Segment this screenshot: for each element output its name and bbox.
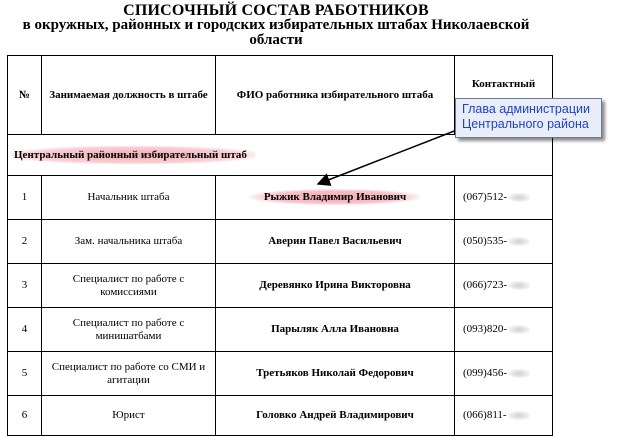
row-name: Аверин Павел Васильевич	[216, 220, 455, 264]
phone-text: (050)535-	[463, 235, 507, 247]
document-title	[0, 3, 552, 48]
row-num: 6	[8, 396, 42, 436]
callout-line-1: Глава администрации	[462, 102, 590, 116]
header-phone: Контактный	[455, 56, 553, 135]
row-phone	[455, 352, 553, 396]
row-num: 2	[8, 220, 42, 264]
header-num: №	[8, 56, 42, 135]
redacted-blur	[508, 193, 530, 202]
phone-text: (099)456-	[463, 367, 507, 379]
group-cell	[8, 135, 553, 176]
group-label: Центральный районный избирательный штаб	[12, 146, 255, 164]
row-num: 1	[8, 176, 42, 220]
table-row	[8, 176, 553, 220]
redacted-blur	[508, 281, 530, 290]
title-line-1: СПИСОЧНЫЙ СОСТАВ РАБОТНИКОВ	[123, 2, 429, 19]
row-position: Начальник штаба	[42, 176, 216, 220]
table-row	[8, 352, 553, 396]
annotation-callout	[455, 98, 602, 138]
table-row	[8, 264, 553, 308]
row-position: Специалист по работе со СМИ и агитации	[42, 352, 216, 396]
row-phone	[455, 264, 553, 308]
row-position: Зам. начальника штаба	[42, 220, 216, 264]
header-name: ФИО работника избирательного штаба	[216, 56, 455, 135]
callout-line-2: Центрального района	[462, 117, 589, 131]
title-line-3: области	[249, 32, 303, 48]
row-position: Специалист по работе с комиссиями	[42, 264, 216, 308]
table-row	[8, 220, 553, 264]
row-position: Юрист	[42, 396, 216, 436]
row-name	[216, 176, 455, 220]
row-name: Головко Андрей Владимирович	[216, 396, 455, 436]
phone-text: (066)811-	[463, 409, 507, 421]
redacted-blur	[508, 325, 530, 334]
highlighted-name: Рыжик Владимир Иванович	[250, 189, 420, 205]
title-line-2: в окружных, районных и городских избирательных штабах Николаевской	[22, 17, 530, 33]
row-phone	[455, 176, 553, 220]
phone-text: (066)723-	[463, 279, 507, 291]
phone-text: (093)820-	[463, 323, 507, 335]
row-num: 3	[8, 264, 42, 308]
row-name: Парыляк Алла Ивановна	[216, 308, 455, 352]
row-name: Деревянко Ирина Викторовна	[216, 264, 455, 308]
redacted-blur	[508, 369, 530, 378]
phone-text: (067)512-	[463, 191, 507, 203]
row-name: Третьяков Николай Федорович	[216, 352, 455, 396]
row-position: Специалист по работе с минишатбами	[42, 308, 216, 352]
row-num: 5	[8, 352, 42, 396]
header-position: Занимаемая должность в штабе	[42, 56, 216, 135]
group-row	[8, 135, 553, 176]
row-phone	[455, 220, 553, 264]
redacted-blur	[508, 237, 530, 246]
redacted-blur	[508, 411, 530, 420]
table-row	[8, 308, 553, 352]
row-num: 4	[8, 308, 42, 352]
row-phone	[455, 308, 553, 352]
